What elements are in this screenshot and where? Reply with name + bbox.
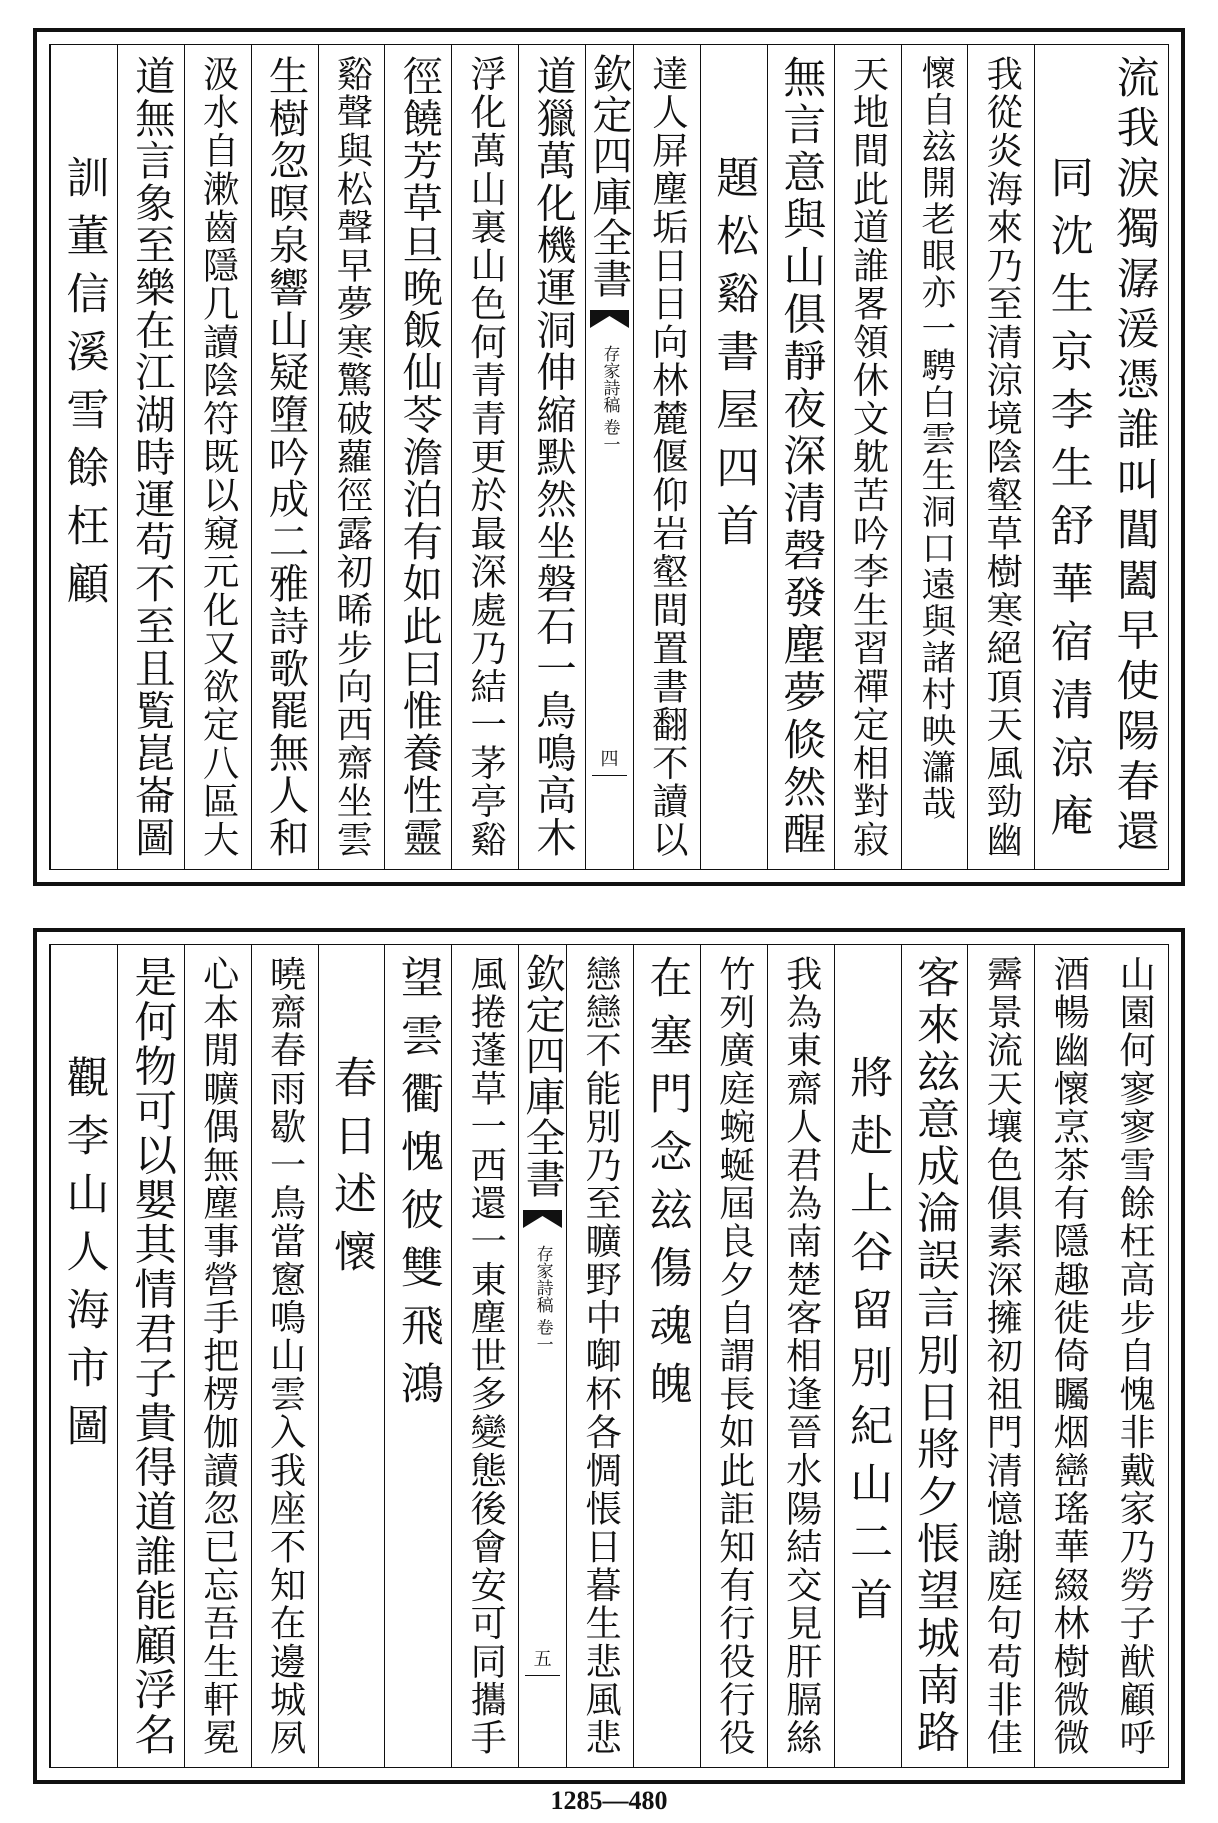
upper-book-title: 欽定四庫全書 bbox=[586, 53, 632, 299]
upper-poem-title: 題松谿書屋四首 bbox=[709, 155, 760, 561]
lower-page-number: 五 bbox=[533, 1649, 552, 1670]
upper-leaf-frame bbox=[49, 44, 1169, 870]
upper-verse-line: 達人屏塵垢日日向林麓偃仰岩壑間置書翻不讀以 bbox=[646, 55, 690, 859]
lower-column bbox=[566, 945, 633, 1767]
lower-verse-line: 心本閒曠偶無塵事營手把楞伽讀忽已忘吾生軒冕 bbox=[197, 955, 241, 1757]
lower-verse-line: 竹列廣庭蜿蜒屆良夕自謂長如此詎知有行役行役 bbox=[713, 955, 757, 1757]
lower-column bbox=[633, 945, 700, 1767]
lower-verse-line: 是何物可以嬰其情君子貴得道誰能顧浮名 bbox=[127, 955, 177, 1757]
upper-page-number: 四 bbox=[600, 749, 619, 770]
lower-column bbox=[901, 945, 968, 1767]
upper-column bbox=[251, 45, 318, 869]
upper-column bbox=[633, 45, 700, 869]
upper-verse-line: 生樹忽暝泉響山疑墮吟成二雅詩歌罷無人和 bbox=[262, 55, 310, 859]
upper-verse-line: 道無言象至樂在江湖時運苟不至且覧崑崙圖 bbox=[128, 55, 176, 859]
lower-verse-line: 風捲蓬草一西還一東塵世多變態後會安可同攜手 bbox=[464, 955, 508, 1757]
upper-poem-title: 訓董信溪雪餘枉顧 bbox=[59, 155, 110, 619]
upper-column bbox=[117, 45, 184, 869]
lower-column bbox=[117, 945, 184, 1767]
lower-leaf bbox=[33, 928, 1185, 1784]
upper-column bbox=[184, 45, 251, 869]
upper-column bbox=[318, 45, 385, 869]
lower-verse-line: 我為東齋人君為南楚客相逢晉水陽結交見肝膈絲 bbox=[780, 955, 824, 1757]
lower-column bbox=[50, 945, 117, 1767]
lower-column bbox=[700, 945, 767, 1767]
lower-verse-line: 望雲衢愧彼雙飛鴻 bbox=[393, 955, 444, 1419]
upper-verse-line: 我從炎海來乃至清涼境陰壑草樹寒絕頂天風勁幽 bbox=[980, 55, 1024, 859]
upper-verse-line: 流我淚獨潺湲憑誰叫閶闔早使陽春還 bbox=[1109, 55, 1160, 859]
lower-leaf-frame bbox=[49, 944, 1169, 1768]
upper-verse-line: 無言意與山俱靜夜深清磬發塵夢倐然醒 bbox=[776, 55, 827, 859]
lower-column bbox=[318, 945, 385, 1767]
lower-verse-line: 霽景流天壤色俱素深擁初祖門清憶謝庭句苟非佳 bbox=[980, 955, 1024, 1757]
lower-verse-line: 客來玆意成淪誤言別日將夕悵望城南路 bbox=[909, 955, 960, 1757]
lower-column bbox=[251, 945, 318, 1767]
lower-column bbox=[967, 945, 1034, 1767]
upper-column bbox=[518, 45, 585, 869]
page-footer-number: 1285—480 bbox=[550, 1786, 668, 1815]
upper-verse-line: 谿聲與松聲早夢寒驚破蘿徑露初晞步向西齋坐雲 bbox=[330, 55, 374, 859]
upper-verse-line: 天地間此道誰畧領休文躭苦吟李生習禪定相對寂 bbox=[847, 55, 891, 859]
lower-poem-title: 春日述懷 bbox=[326, 1055, 377, 1287]
upper-verse-line: 道獵萬化機運洞伸縮默然坐磐石一鳥鳴高木 bbox=[529, 55, 577, 859]
lower-column bbox=[767, 945, 834, 1767]
upper-column bbox=[451, 45, 518, 869]
lower-column bbox=[451, 945, 518, 1767]
upper-juan-label: 存家詩稿 卷一 bbox=[599, 345, 620, 453]
lower-column bbox=[1101, 945, 1168, 1767]
lower-verse-line: 在塞門念玆傷魂魄 bbox=[642, 955, 693, 1419]
upper-verse-line: 汲水自漱齒隱几讀陰符既以窺元化又欲定八區大 bbox=[197, 55, 241, 859]
upper-center-column bbox=[585, 45, 633, 869]
lower-center-column bbox=[518, 945, 566, 1767]
lower-juan-label: 存家詩稿 卷一 bbox=[532, 1245, 553, 1353]
lower-fish-tail-mark bbox=[523, 1210, 562, 1230]
upper-fish-tail-mark bbox=[590, 310, 629, 330]
upper-center-rule bbox=[592, 775, 627, 776]
upper-verse-line: 浮化萬山裏山色何青青更於最深處乃結一茅亭谿 bbox=[464, 55, 508, 859]
lower-poem-title: 將赴上谷留別紀山二首 bbox=[843, 1055, 894, 1635]
upper-column bbox=[1101, 45, 1168, 869]
lower-column bbox=[834, 945, 901, 1767]
lower-verse-line: 曉齋春雨歇一鳥當窻鳴山雲入我座不知在邊城夙 bbox=[264, 955, 308, 1757]
upper-column bbox=[384, 45, 451, 869]
lower-center-rule bbox=[525, 1675, 560, 1676]
upper-poem-title: 同沈生京李生舒華宿清涼庵 bbox=[1043, 155, 1094, 851]
lower-poem-title: 觀李山人海市圖 bbox=[59, 1055, 110, 1461]
upper-column bbox=[700, 45, 767, 869]
lower-column bbox=[1034, 945, 1101, 1767]
upper-column bbox=[834, 45, 901, 869]
upper-column bbox=[767, 45, 834, 869]
lower-column bbox=[184, 945, 251, 1767]
upper-column bbox=[967, 45, 1034, 869]
upper-column bbox=[901, 45, 968, 869]
upper-leaf bbox=[33, 28, 1185, 886]
upper-verse-line: 徑饒芳草旦晚飯仙苓澹泊有如此曰惟養性靈 bbox=[395, 55, 443, 859]
upper-verse-line: 懷自玆開老眼亦一騁白雲生洞口遠與諸村映𤄙哉 bbox=[914, 55, 955, 823]
upper-column bbox=[50, 45, 117, 869]
upper-column bbox=[1034, 45, 1101, 869]
lower-book-title: 欽定四庫全書 bbox=[519, 953, 566, 1199]
lower-verse-line: 酒暢幽懷烹茶有隱趣徙倚矚烟巒瑤華綴林樹微微 bbox=[1047, 955, 1091, 1757]
lower-verse-line: 山園何寥寥雪餘枉高步自愧非戴家乃勞子猷顧呼 bbox=[1113, 955, 1157, 1757]
lower-verse-line: 戀戀不能別乃至曠野中啣杯各惆悵日暮生悲風悲 bbox=[579, 955, 623, 1757]
lower-column bbox=[384, 945, 451, 1767]
